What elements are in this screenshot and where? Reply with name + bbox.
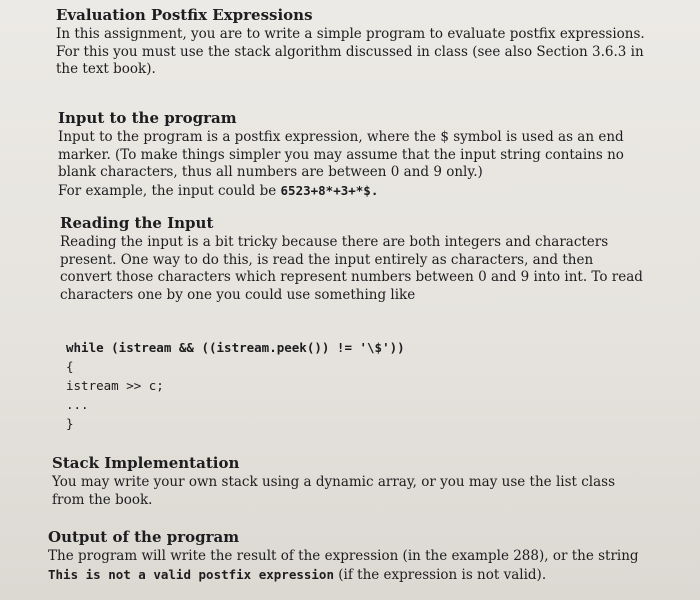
intro-line-3: the text book). — [56, 61, 156, 77]
code-line-open-brace: { — [66, 359, 74, 374]
stack-section — [52, 454, 692, 509]
input-example-prefix: For example, the input could be — [58, 182, 281, 199]
code-block — [66, 338, 700, 433]
intro-line-2: For this you must use the stack algorithm discussed in class (see also Section 3.6.3 in — [56, 43, 644, 60]
reading-line-1: Reading the input is a bit tricky because there are both integers and characters — [60, 234, 609, 250]
reading-section — [60, 214, 700, 304]
output-line-2-suffix: (if the expression is not valid). — [333, 566, 547, 583]
stack-line-2: from the book. — [52, 491, 153, 508]
output-line-1: The program will write the result of the expression (in the example 288), or the string — [48, 548, 639, 564]
reading-line-4: characters one by one you could use something like — [60, 286, 416, 303]
code-line-read: istream >> c; — [66, 378, 164, 393]
output-heading: Output of the program — [48, 528, 240, 546]
code-line-ellipsis: ... — [66, 397, 89, 412]
code-line-while: while (istream && ((istream.peek()) != '\$')) — [66, 340, 405, 355]
input-heading: Input to the program — [58, 109, 237, 127]
stack-heading: Stack Implementation — [52, 454, 240, 472]
title-section — [56, 6, 696, 79]
input-example-line — [58, 182, 698, 201]
reading-line-3: convert those characters which represent numbers between 0 and 9 into int. To read — [60, 269, 643, 285]
input-example-value: 6523+8*+3+*$. — [280, 182, 379, 198]
input-line-3: blank characters, thus all numbers are between 0 and 9 only.) — [58, 164, 483, 180]
input-line-1: Input to the program is a postfix expression, where the $ symbol is used as an end — [58, 129, 624, 145]
stack-line-1: You may write your own stack using a dynamic array, or you may use the list class — [52, 474, 616, 490]
code-line-close-brace: } — [66, 416, 74, 431]
intro-line-1: In this assignment, you are to write a simple program to evaluate postfix expressions. — [56, 26, 645, 42]
input-section — [58, 109, 698, 200]
input-line-2: marker. (To make things simpler you may assume that the input string contains no — [58, 146, 624, 163]
output-invalid-string: This is not a valid postfix expression — [48, 566, 334, 582]
output-section — [48, 528, 698, 584]
reading-line-2: present. One way to do this, is read the input entirely as characters, and then — [60, 251, 594, 268]
output-line-2 — [48, 566, 698, 585]
document-title: Evaluation Postfix Expressions — [56, 6, 313, 24]
reading-heading: Reading the Input — [60, 214, 214, 232]
